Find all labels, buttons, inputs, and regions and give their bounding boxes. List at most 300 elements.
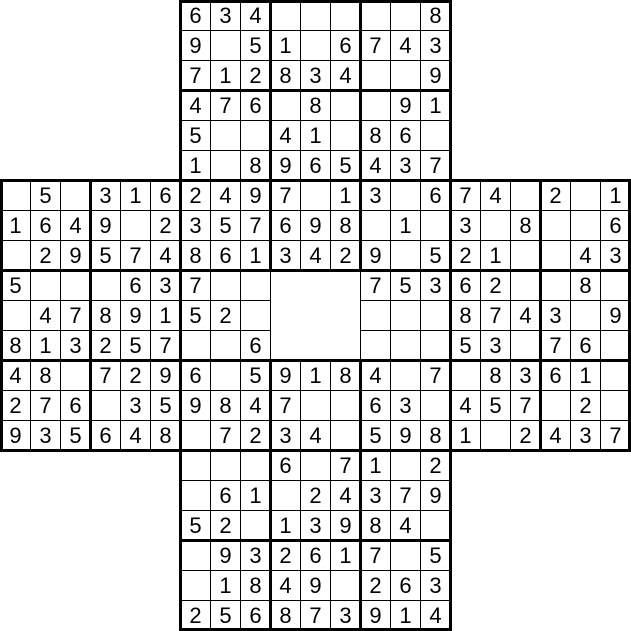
cell-r15c9: 6 (270, 450, 301, 481)
cell-r14c4: 4 (120, 420, 151, 451)
cell-r13c4: 3 (120, 390, 151, 421)
cell-r14c13: 9 (390, 420, 421, 451)
cell-r7c15: 3 (450, 210, 481, 241)
cell-r0c7: 3 (210, 0, 241, 31)
cell-r1c6: 9 (180, 30, 211, 61)
cell-r14c19: 3 (570, 420, 601, 451)
cell-r16c6 (180, 480, 211, 511)
cell-r13c5: 5 (150, 390, 181, 421)
cell-r1c11: 6 (330, 30, 361, 61)
cell-r5c11: 5 (330, 150, 361, 181)
cell-r7c11: 8 (330, 210, 361, 241)
grid-line-horizontal (179, 539, 452, 542)
grid-line-vertical (359, 359, 362, 631)
cell-r12c0: 4 (0, 360, 31, 391)
cell-r20c7: 5 (210, 600, 241, 631)
cell-r10c7: 2 (210, 300, 241, 331)
cell-r17c14 (420, 510, 451, 541)
cell-r19c8: 8 (240, 570, 271, 601)
cell-r8c10: 4 (300, 240, 331, 271)
cell-r7c18 (540, 210, 571, 241)
grid-line-vertical (359, 0, 362, 272)
cell-r2c7: 1 (210, 60, 241, 91)
cell-r4c10: 1 (300, 120, 331, 151)
cell-r11c14 (420, 330, 451, 361)
cell-r10c5: 1 (150, 300, 181, 331)
cell-r12c16: 8 (480, 360, 511, 391)
cell-r16c9 (270, 480, 301, 511)
grid-line-vertical (0, 179, 3, 452)
cell-r9c3 (90, 270, 121, 301)
cell-r19c11 (330, 570, 361, 601)
cell-r8c9: 3 (270, 240, 301, 271)
cell-r3c13: 9 (390, 90, 421, 121)
cell-r8c8: 1 (240, 240, 271, 271)
cell-r16c10: 2 (300, 480, 331, 511)
cell-r2c6: 7 (180, 60, 211, 91)
cell-r11c5: 7 (150, 330, 181, 361)
cell-r4c14 (420, 120, 451, 151)
cell-r19c7: 1 (210, 570, 241, 601)
cell-r14c20: 7 (600, 420, 631, 451)
cell-r17c7: 2 (210, 510, 241, 541)
cell-r16c11: 4 (330, 480, 361, 511)
cell-r9c5: 3 (150, 270, 181, 301)
cell-r8c20: 3 (600, 240, 631, 271)
cell-r9c17 (510, 270, 541, 301)
cell-r17c12: 8 (360, 510, 391, 541)
cell-r13c19: 2 (570, 390, 601, 421)
cell-r10c14 (420, 300, 451, 331)
cell-r14c3: 6 (90, 420, 121, 451)
cell-r10c4: 9 (120, 300, 151, 331)
cell-r12c9: 9 (270, 360, 301, 391)
cell-r20c9: 8 (270, 600, 301, 631)
cell-r18c7: 9 (210, 540, 241, 571)
cell-r15c11: 7 (330, 450, 361, 481)
cell-r13c9: 7 (270, 390, 301, 421)
cell-r6c3: 3 (90, 180, 121, 211)
cell-r9c19: 8 (570, 270, 601, 301)
cell-r18c14: 5 (420, 540, 451, 571)
cell-r8c2: 9 (60, 240, 91, 271)
cell-r4c12: 8 (360, 120, 391, 151)
cell-r7c4 (120, 210, 151, 241)
cell-r10c3: 8 (90, 300, 121, 331)
cell-r13c3 (90, 390, 121, 421)
cell-r11c13 (390, 330, 421, 361)
cell-r13c16: 5 (480, 390, 511, 421)
cell-r6c9: 7 (270, 180, 301, 211)
cell-r6c11: 1 (330, 180, 361, 211)
cell-r9c8 (240, 270, 271, 301)
cell-r11c4: 5 (120, 330, 151, 361)
cell-r9c6: 7 (180, 270, 211, 301)
cell-r2c11: 4 (330, 60, 361, 91)
cell-r19c10: 9 (300, 570, 331, 601)
cell-r14c15: 1 (450, 420, 481, 451)
cell-r3c9 (270, 90, 301, 121)
cell-r12c19: 1 (570, 360, 601, 391)
cell-r0c11 (330, 0, 361, 31)
cell-r11c18: 7 (540, 330, 571, 361)
cell-r7c8: 7 (240, 210, 271, 241)
cell-r19c12: 2 (360, 570, 391, 601)
cell-r0c10 (300, 0, 331, 31)
cell-r4c9: 4 (270, 120, 301, 151)
cell-r11c3: 2 (90, 330, 121, 361)
cell-r6c1: 5 (30, 180, 61, 211)
cell-r12c14: 7 (420, 360, 451, 391)
cell-r10c16: 7 (480, 300, 511, 331)
cell-r14c5: 8 (150, 420, 181, 451)
cell-r19c14: 3 (420, 570, 451, 601)
cell-r8c18 (540, 240, 571, 271)
cell-r13c1: 7 (30, 390, 61, 421)
cell-r14c16 (480, 420, 511, 451)
cell-r16c12: 3 (360, 480, 391, 511)
cell-r0c9 (270, 0, 301, 31)
cell-r3c6: 4 (180, 90, 211, 121)
cell-r13c15: 4 (450, 390, 481, 421)
cell-r6c13 (390, 180, 421, 211)
cell-r10c20: 9 (600, 300, 631, 331)
cell-r7c2: 4 (60, 210, 91, 241)
cell-r13c0: 2 (0, 390, 31, 421)
cell-r16c13: 7 (390, 480, 421, 511)
cell-r10c17: 4 (510, 300, 541, 331)
cell-r5c13: 3 (390, 150, 421, 181)
cell-r10c6: 5 (180, 300, 211, 331)
cell-r15c6 (180, 450, 211, 481)
cell-r14c7: 7 (210, 420, 241, 451)
cell-r12c12: 4 (360, 360, 391, 391)
cell-r6c0 (0, 180, 31, 211)
cell-r20c10: 7 (300, 600, 331, 631)
cell-r10c15: 8 (450, 300, 481, 331)
cell-r20c12: 9 (360, 600, 391, 631)
cell-r3c10: 8 (300, 90, 331, 121)
cell-r0c14: 8 (420, 0, 451, 31)
cell-r4c6: 5 (180, 120, 211, 151)
cell-r7c16 (480, 210, 511, 241)
grid-line-vertical (179, 0, 182, 631)
cell-r7c19 (570, 210, 601, 241)
cell-r12c4: 2 (120, 360, 151, 391)
cell-r13c10 (300, 390, 331, 421)
cell-r1c14: 3 (420, 30, 451, 61)
cell-r20c13: 1 (390, 600, 421, 631)
cell-r10c19 (570, 300, 601, 331)
cell-r2c8: 2 (240, 60, 271, 91)
cell-r8c14: 5 (420, 240, 451, 271)
cell-r14c0: 9 (0, 420, 31, 451)
cell-r8c19: 4 (570, 240, 601, 271)
cell-r9c0: 5 (0, 270, 31, 301)
cell-r20c14: 4 (420, 600, 451, 631)
cell-r14c12: 5 (360, 420, 391, 451)
cell-r10c2: 7 (60, 300, 91, 331)
cell-r9c18 (540, 270, 571, 301)
cell-r8c12: 9 (360, 240, 391, 271)
cell-r12c20 (600, 360, 631, 391)
cell-r4c11 (330, 120, 361, 151)
cell-r9c4: 6 (120, 270, 151, 301)
cell-r8c4: 7 (120, 240, 151, 271)
cell-r3c14: 1 (420, 90, 451, 121)
cell-r7c12 (360, 210, 391, 241)
cell-r6c2 (60, 180, 91, 211)
cell-r19c6 (180, 570, 211, 601)
cell-r7c6: 3 (180, 210, 211, 241)
cell-r6c7: 4 (210, 180, 241, 211)
cell-r7c14 (420, 210, 451, 241)
cell-r7c13: 1 (390, 210, 421, 241)
cell-r11c19: 6 (570, 330, 601, 361)
cell-r0c12 (360, 0, 391, 31)
cell-r12c1: 8 (30, 360, 61, 391)
cell-r10c12 (360, 300, 391, 331)
cell-r14c14: 8 (420, 420, 451, 451)
cell-r14c6 (180, 420, 211, 451)
cell-r8c5: 4 (150, 240, 181, 271)
cell-r15c14: 2 (420, 450, 451, 481)
cell-r11c20 (600, 330, 631, 361)
cell-r2c13 (390, 60, 421, 91)
cell-r11c6 (180, 330, 211, 361)
cell-r11c16: 3 (480, 330, 511, 361)
cell-r7c9: 6 (270, 210, 301, 241)
cell-r11c7 (210, 330, 241, 361)
cell-r9c7 (210, 270, 241, 301)
cell-r12c8: 5 (240, 360, 271, 391)
cell-r1c13: 4 (390, 30, 421, 61)
cell-r8c6: 8 (180, 240, 211, 271)
cell-r18c9: 2 (270, 540, 301, 571)
cell-r17c8 (240, 510, 271, 541)
cell-r15c12: 1 (360, 450, 391, 481)
cell-r8c17 (510, 240, 541, 271)
cell-r10c13 (390, 300, 421, 331)
cell-r7c10: 9 (300, 210, 331, 241)
cell-r9c14: 3 (420, 270, 451, 301)
cell-r3c12 (360, 90, 391, 121)
cell-r15c7 (210, 450, 241, 481)
cell-r6c15: 7 (450, 180, 481, 211)
cell-r5c12: 4 (360, 150, 391, 181)
cell-r11c17 (510, 330, 541, 361)
cell-r7c0: 1 (0, 210, 31, 241)
cell-r14c17: 2 (510, 420, 541, 451)
cell-r0c8: 4 (240, 0, 271, 31)
cell-r13c11 (330, 390, 361, 421)
cell-r10c18: 3 (540, 300, 571, 331)
cell-r7c17: 8 (510, 210, 541, 241)
cell-r5c9: 9 (270, 150, 301, 181)
cell-r8c3: 5 (90, 240, 121, 271)
cell-r17c11: 9 (330, 510, 361, 541)
cell-r12c6: 6 (180, 360, 211, 391)
cell-r10c0 (0, 300, 31, 331)
cell-r6c18: 2 (540, 180, 571, 211)
cell-r18c10: 6 (300, 540, 331, 571)
grid-line-horizontal (179, 89, 452, 92)
cell-r6c20: 1 (600, 180, 631, 211)
cell-r9c15: 6 (450, 270, 481, 301)
cell-r9c2 (60, 270, 91, 301)
cell-r9c16: 2 (480, 270, 511, 301)
cell-r17c13: 4 (390, 510, 421, 541)
cell-r10c1: 4 (30, 300, 61, 331)
cell-r6c4: 1 (120, 180, 151, 211)
cell-r7c1: 6 (30, 210, 61, 241)
cell-r9c12: 7 (360, 270, 391, 301)
cell-r6c14: 6 (420, 180, 451, 211)
cell-r14c18: 4 (540, 420, 571, 451)
grid-line-horizontal (0, 449, 631, 452)
cell-r1c7 (210, 30, 241, 61)
cell-r6c16: 4 (480, 180, 511, 211)
grid-line-horizontal (0, 269, 631, 272)
cell-r5c8: 8 (240, 150, 271, 181)
cell-r13c13: 3 (390, 390, 421, 421)
cell-r11c2: 3 (60, 330, 91, 361)
cell-r7c3: 9 (90, 210, 121, 241)
cell-r11c0: 8 (0, 330, 31, 361)
cell-r13c2: 6 (60, 390, 91, 421)
cell-r14c1: 3 (30, 420, 61, 451)
cell-r11c8: 6 (240, 330, 271, 361)
cell-r6c12: 3 (360, 180, 391, 211)
cell-r6c17 (510, 180, 541, 211)
cell-r20c6: 2 (180, 600, 211, 631)
cell-r16c8: 1 (240, 480, 271, 511)
cell-r8c0 (0, 240, 31, 271)
cell-r17c9: 1 (270, 510, 301, 541)
cell-r9c1 (30, 270, 61, 301)
cell-r16c7: 6 (210, 480, 241, 511)
cell-r4c7 (210, 120, 241, 151)
grid-line-vertical (89, 179, 92, 452)
grid-line-horizontal (0, 359, 631, 362)
cell-r13c18 (540, 390, 571, 421)
cell-r9c13: 5 (390, 270, 421, 301)
cell-r20c8: 6 (240, 600, 271, 631)
grid-line-vertical (539, 179, 542, 452)
cell-r14c11 (330, 420, 361, 451)
cell-r12c15 (450, 360, 481, 391)
cell-r13c20 (600, 390, 631, 421)
cell-r12c13 (390, 360, 421, 391)
grid-line-vertical (449, 0, 452, 631)
cell-r12c7 (210, 360, 241, 391)
cell-r6c6: 2 (180, 180, 211, 211)
cell-r3c11 (330, 90, 361, 121)
cell-r8c1: 2 (30, 240, 61, 271)
cell-r12c10: 1 (300, 360, 331, 391)
cell-r15c13 (390, 450, 421, 481)
cell-r12c17: 3 (510, 360, 541, 391)
cell-r6c10 (300, 180, 331, 211)
grid-line-vertical (269, 359, 272, 631)
cell-r9c20 (600, 270, 631, 301)
cell-r18c6 (180, 540, 211, 571)
cell-r19c9: 4 (270, 570, 301, 601)
cell-r2c14: 9 (420, 60, 451, 91)
cell-r12c3: 7 (90, 360, 121, 391)
cell-r12c11: 8 (330, 360, 361, 391)
cell-r16c14: 9 (420, 480, 451, 511)
cell-r13c14 (420, 390, 451, 421)
cell-r13c12: 6 (360, 390, 391, 421)
cell-r18c13 (390, 540, 421, 571)
cell-r6c8: 9 (240, 180, 271, 211)
cell-r12c5: 9 (150, 360, 181, 391)
cell-r17c10: 3 (300, 510, 331, 541)
cell-r5c14: 7 (420, 150, 451, 181)
cell-r13c8: 4 (240, 390, 271, 421)
cell-r13c6: 9 (180, 390, 211, 421)
cell-r7c5: 2 (150, 210, 181, 241)
cell-r15c10 (300, 450, 331, 481)
cell-r5c10: 6 (300, 150, 331, 181)
cell-r3c8: 6 (240, 90, 271, 121)
cell-r14c10: 4 (300, 420, 331, 451)
cell-r17c6: 5 (180, 510, 211, 541)
cell-r4c8 (240, 120, 271, 151)
cell-r7c20: 6 (600, 210, 631, 241)
grid-line-horizontal (179, 0, 452, 3)
cell-r14c9: 3 (270, 420, 301, 451)
cell-r11c1: 1 (30, 330, 61, 361)
cell-r8c16: 1 (480, 240, 511, 271)
cell-r14c2: 5 (60, 420, 91, 451)
cell-r1c8: 5 (240, 30, 271, 61)
cell-r5c6: 1 (180, 150, 211, 181)
cell-r8c11: 2 (330, 240, 361, 271)
cell-r1c12: 7 (360, 30, 391, 61)
cell-r8c7: 6 (210, 240, 241, 271)
cell-r6c19 (570, 180, 601, 211)
cell-r0c6: 6 (180, 0, 211, 31)
cell-r1c10 (300, 30, 331, 61)
cell-r14c8: 2 (240, 420, 271, 451)
cell-r7c7: 5 (210, 210, 241, 241)
cell-r2c10: 3 (300, 60, 331, 91)
cell-r18c12: 7 (360, 540, 391, 571)
grid-line-horizontal (0, 179, 631, 182)
cell-r2c9: 8 (270, 60, 301, 91)
cell-r5c7 (210, 150, 241, 181)
cell-r12c2 (60, 360, 91, 391)
cell-r3c7: 7 (210, 90, 241, 121)
cell-r15c8 (240, 450, 271, 481)
cell-r13c17: 7 (510, 390, 541, 421)
cell-r19c13: 6 (390, 570, 421, 601)
cell-r11c12 (360, 330, 391, 361)
cell-r4c13: 6 (390, 120, 421, 151)
cell-r0c13 (390, 0, 421, 31)
cell-r12c18: 6 (540, 360, 571, 391)
cell-r6c5: 6 (150, 180, 181, 211)
cell-r11c15: 5 (450, 330, 481, 361)
grid-line-vertical (269, 0, 272, 272)
cell-r18c8: 3 (240, 540, 271, 571)
cell-r20c11: 3 (330, 600, 361, 631)
cell-r8c15: 2 (450, 240, 481, 271)
cell-r8c13 (390, 240, 421, 271)
cell-r1c9: 1 (270, 30, 301, 61)
